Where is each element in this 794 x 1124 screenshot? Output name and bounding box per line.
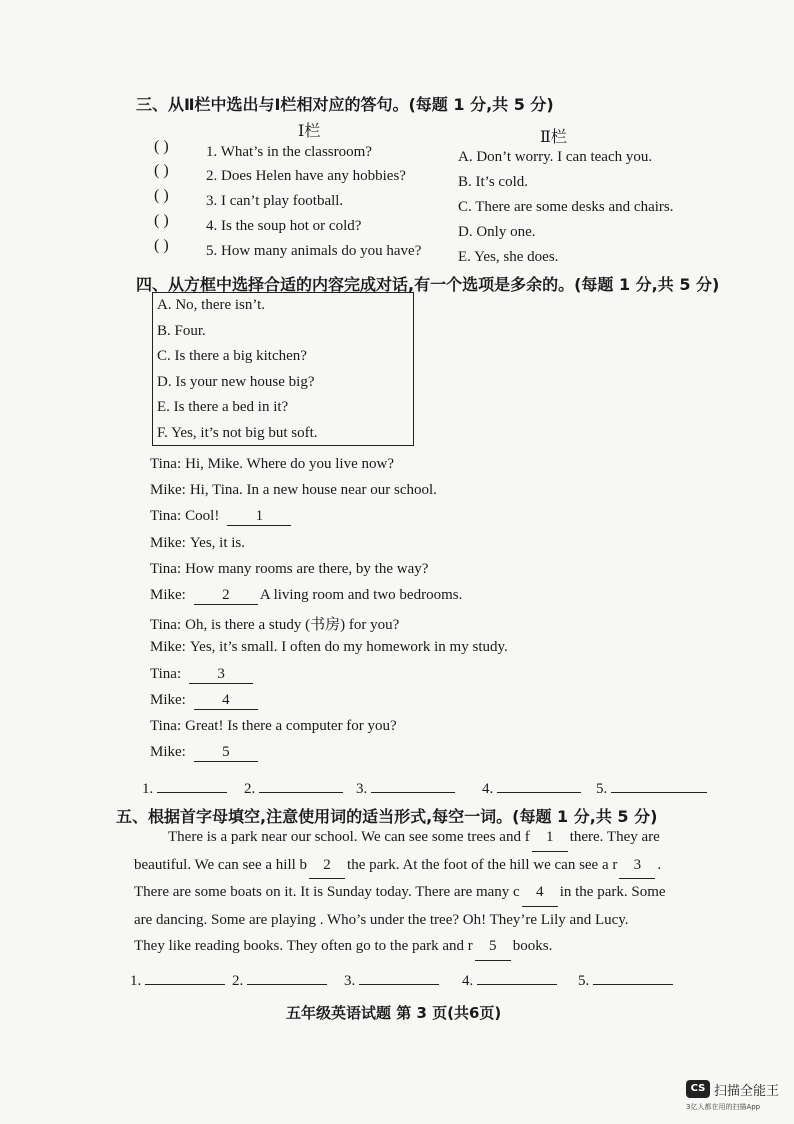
- passage-text: there. They are: [569, 829, 660, 845]
- answer-label: 2.: [232, 973, 244, 989]
- options-box: [152, 292, 414, 446]
- answer-blank: [497, 778, 581, 793]
- dialogue-line: [150, 508, 291, 526]
- answer-slot: [130, 970, 225, 990]
- passage-blank: 2: [309, 852, 345, 880]
- option-item: A. No, there isn’t.: [157, 297, 266, 313]
- speaker-label: Mike:: [150, 482, 186, 499]
- dialogue-text: Cool!: [185, 508, 220, 525]
- dialogue-text: Yes, it’s small. I often do my homework in my study.: [189, 639, 508, 656]
- speaker-label: Mike:: [150, 744, 186, 761]
- dialogue-text: Great! Is there a computer for you?: [185, 718, 397, 734]
- passage-blank: 5: [475, 933, 511, 961]
- column1-header: Ⅰ栏: [298, 123, 321, 140]
- dialogue-text: How many rooms are there, by the way?: [185, 560, 429, 577]
- dialogue-line: [150, 744, 258, 762]
- speaker-label: Tina:: [150, 718, 182, 734]
- answer-option: D. Only one.: [458, 224, 536, 240]
- answer-blank: [371, 778, 455, 793]
- section4-title: 四、从方框中选择合适的内容完成对话,有一个选项是多余的。(每题 1 分,共 5 分): [136, 275, 720, 294]
- passage-line: [134, 852, 718, 880]
- speaker-label: Mike:: [150, 534, 186, 551]
- passage-text: There is a park near our school. We can see some trees and f: [168, 829, 530, 845]
- passage-text: They like reading books. They often go to the park and r: [134, 938, 473, 954]
- dialogue-text: Yes, it is.: [189, 534, 246, 551]
- dialogue-line: [150, 482, 437, 499]
- speaker-label: Mike:: [150, 639, 186, 656]
- answer-slot: [578, 970, 673, 990]
- answer-blank: [247, 970, 327, 985]
- speaker-label: Mike:: [150, 587, 186, 603]
- answer-blank: [611, 778, 707, 793]
- speaker-label: Tina:: [150, 508, 182, 525]
- dialogue-text: Oh, is there a study (书房) for you?: [185, 617, 400, 634]
- option-item: F. Yes, it’s not big but soft.: [157, 424, 318, 441]
- watermark-brand: 扫描全能王: [714, 1084, 780, 1099]
- answer-blank: [477, 970, 557, 985]
- answer-slot: [344, 970, 439, 990]
- dialogue-blank: 1: [227, 508, 291, 526]
- answer-blank: [259, 778, 343, 793]
- option-item: B. Four.: [157, 322, 206, 339]
- passage-text: the park. At the foot of the hill we can see a r: [347, 856, 618, 873]
- passage-text: beautiful. We can see a hill b: [134, 856, 308, 873]
- answer-label: 3.: [344, 973, 356, 989]
- question-item: 5. How many animals do you have?: [206, 243, 422, 259]
- answer-option: E. Yes, she does.: [458, 249, 559, 265]
- question-item: 4. Is the soup hot or cold?: [206, 218, 362, 234]
- answer-paren: ( ): [154, 237, 169, 254]
- answer-slot: [482, 778, 581, 798]
- dialogue-line: [150, 587, 462, 605]
- dialogue-blank: 5: [194, 744, 258, 762]
- question-item: 3. I can’t play football.: [206, 193, 344, 209]
- dialogue-line: [150, 535, 245, 552]
- answer-slot: [462, 970, 557, 990]
- passage-blank: 4: [522, 879, 558, 907]
- camscanner-logo-icon: CS: [686, 1080, 710, 1098]
- answer-blank: [157, 778, 227, 793]
- speaker-label: Tina:: [150, 665, 182, 682]
- passage-line: [134, 933, 718, 961]
- answer-label: 4.: [482, 781, 494, 797]
- answer-paren: ( ): [154, 162, 169, 179]
- passage-text: in the park. Some: [559, 884, 666, 900]
- dialogue-line: [150, 639, 508, 656]
- passage-blank: 3: [619, 852, 655, 880]
- answer-label: 4.: [462, 973, 474, 989]
- speaker-label: Tina:: [150, 456, 182, 472]
- passage-text: books.: [512, 938, 553, 954]
- dialogue-text: Hi, Tina. In a new house near our school.: [189, 482, 437, 499]
- dialogue-line: [150, 456, 394, 473]
- option-item: E. Is there a bed in it?: [157, 399, 289, 415]
- answer-option: A. Don’t worry. I can teach you.: [458, 149, 653, 165]
- answer-paren: ( ): [154, 212, 169, 229]
- answer-blank: [145, 970, 225, 985]
- answer-slot: [232, 970, 327, 990]
- answer-paren: ( ): [154, 138, 169, 155]
- answer-label: 3.: [356, 781, 368, 797]
- option-item: C. Is there a big kitchen?: [157, 348, 307, 364]
- answer-slot: [244, 778, 343, 798]
- answer-option: B. It’s cold.: [458, 174, 528, 190]
- question-item: 2. Does Helen have any hobbies?: [206, 168, 406, 184]
- speaker-label: Mike:: [150, 691, 186, 708]
- answer-label: 5.: [578, 973, 590, 989]
- passage-text: .: [657, 856, 662, 873]
- watermark-tagline: 3亿人都在用的扫描App: [686, 1103, 761, 1111]
- passage-text: are dancing. Some are playing . Who’s under the tree? Oh! They’re Lily and Lucy.: [134, 911, 629, 928]
- section3-title: 三、从Ⅱ栏中选出与Ⅰ栏相对应的答句。(每题 1 分,共 5 分): [136, 95, 554, 114]
- dialogue-text: A living room and two bedrooms.: [259, 587, 463, 603]
- dialogue-blank: 4: [194, 692, 258, 710]
- answer-blank: [359, 970, 439, 985]
- question-item: 1. What’s in the classroom?: [206, 144, 372, 160]
- answer-slot: [356, 778, 455, 798]
- answer-option: C. There are some desks and chairs.: [458, 199, 674, 215]
- dialogue-line: [150, 718, 397, 735]
- dialogue-blank: 3: [189, 666, 253, 684]
- option-item: D. Is your new house big?: [157, 373, 315, 390]
- passage-line: [134, 907, 718, 934]
- speaker-label: Tina:: [150, 617, 182, 634]
- answer-label: 2.: [244, 781, 256, 797]
- answer-paren: ( ): [154, 187, 169, 204]
- answer-label: 1.: [142, 781, 154, 797]
- answer-blank: [593, 970, 673, 985]
- answer-label: 1.: [130, 973, 142, 989]
- dialogue-line: [150, 692, 258, 710]
- dialogue-blank: 2: [194, 587, 258, 605]
- passage-blank: 1: [532, 824, 568, 852]
- section5-passage: [134, 824, 718, 961]
- section5-title: 五、根据首字母填空,注意使用词的适当形式,每空一词。(每题 1 分,共 5 分): [116, 807, 658, 826]
- dialogue-line: [150, 561, 428, 578]
- dialogue-line: [150, 613, 399, 634]
- speaker-label: Tina:: [150, 560, 182, 577]
- answer-label: 5.: [596, 781, 608, 797]
- passage-text: There are some boats on it. It is Sunday today. There are many c: [134, 884, 520, 900]
- passage-line: [134, 879, 718, 907]
- dialogue-text: Hi, Mike. Where do you live now?: [185, 456, 394, 472]
- answer-slot: [142, 778, 227, 798]
- answer-slot: [596, 778, 707, 798]
- passage-line: [134, 824, 718, 852]
- dialogue-line: [150, 666, 253, 684]
- page-footer: 五年级英语试题 第 3 页(共6页): [286, 1004, 502, 1022]
- column2-header: Ⅱ栏: [540, 129, 567, 146]
